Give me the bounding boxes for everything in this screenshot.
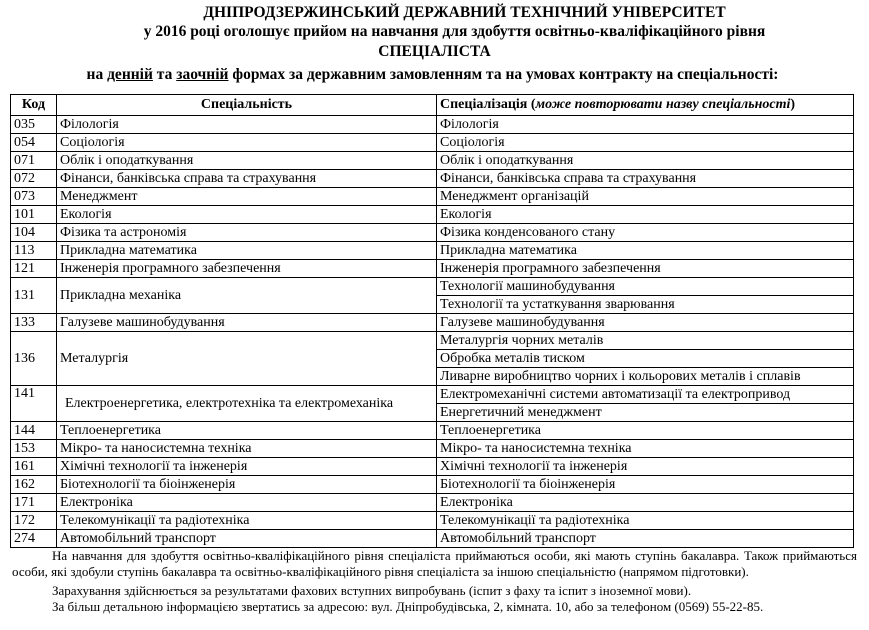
cell-specialty: Соціологія: [57, 134, 437, 152]
cell-specialty: Автомобільний транспорт: [57, 530, 437, 548]
cell-specialization: Мікро- та наносистемна техніка: [437, 440, 854, 458]
study-forms-text-c: формах за державним замовленням та на умовах контракту на спеціальності:: [228, 66, 779, 83]
table-row: [11, 494, 854, 512]
cell-specialization: Менеджмент організацій: [437, 188, 854, 206]
table-row: [11, 476, 854, 494]
cell-specialization: Хімічні технології та інженерія: [437, 458, 854, 476]
table-row: [11, 242, 854, 260]
note-enrollment: Зарахування здійснюється за результатами фахових вступних випробувань (іспит з фаху та іспит з іноземної мови).: [52, 583, 692, 598]
cell-specialization: Теплоенергетика: [437, 422, 854, 440]
specialties-table: [10, 94, 854, 548]
header-specialization-close: ): [790, 97, 796, 112]
cell-code: 113: [11, 242, 57, 260]
cell-code: 035: [11, 116, 57, 134]
header-code: Код: [11, 95, 57, 116]
cell-code: 162: [11, 476, 57, 494]
cell-code: 133: [11, 314, 57, 332]
cell-specialty: Електроніка: [57, 494, 437, 512]
cell-code: 141: [11, 386, 57, 422]
cell-specialization: Телекомунікації та радіотехніка: [437, 512, 854, 530]
cell-specialty: Екологія: [57, 206, 437, 224]
cell-specialization: Екологія: [437, 206, 854, 224]
cell-specialty: Облік і оподаткування: [57, 152, 437, 170]
cell-specialty: Біотехнології та біоінженерія: [57, 476, 437, 494]
cell-specialization: Технології машинобудування: [437, 278, 854, 296]
header-specialization: [437, 95, 854, 116]
study-forms-text-b: та: [152, 66, 177, 83]
table-row: [11, 152, 854, 170]
notes-block: [12, 548, 857, 614]
table-body: [11, 116, 854, 548]
cell-code: 172: [11, 512, 57, 530]
cell-code: 121: [11, 260, 57, 278]
table-row: [11, 530, 854, 548]
cell-code: 073: [11, 188, 57, 206]
note-contacts: За більш детальною інформацією звертатись за адресою: вул. Дніпробудівська, 2, кімната. 10, або за телефоном (0569) 55-22-85.: [52, 598, 764, 614]
cell-code: 101: [11, 206, 57, 224]
header-specialization-label: Спеціалізація (: [440, 97, 536, 112]
cell-specialization: Фінанси, банківська справа та страхування: [437, 170, 854, 188]
degree-level: СПЕЦІАЛІСТА: [378, 43, 491, 60]
cell-specialty: Інженерія програмного забезпечення: [57, 260, 437, 278]
table-row: [11, 422, 854, 440]
cell-code: 104: [11, 224, 57, 242]
cell-code: 171: [11, 494, 57, 512]
admission-announcement: у 2016 році оголошує прийом на навчання для здобуття освітньо-кваліфікаційного рівня: [143, 23, 766, 40]
header-specialization-note: може повторювати назву спеціальності: [535, 97, 791, 112]
study-forms-line: [0, 66, 867, 84]
cell-specialty: Фізика та астрономія: [57, 224, 437, 242]
cell-specialization: Обробка металів тиском: [437, 350, 854, 368]
table-header-row: [11, 95, 854, 116]
cell-code: 072: [11, 170, 57, 188]
cell-code: 136: [11, 332, 57, 386]
cell-specialty: Металургія: [57, 332, 437, 386]
cell-code: 131: [11, 278, 57, 314]
table-row: [11, 260, 854, 278]
cell-code: 161: [11, 458, 57, 476]
full-time-form: денній: [107, 66, 153, 83]
table-row: [11, 314, 854, 332]
cell-specialty: Фінанси, банківська справа та страхування: [57, 170, 437, 188]
table-row: [11, 458, 854, 476]
extramural-form: заочній: [176, 66, 229, 83]
table-row: [11, 332, 854, 350]
cell-specialty: Галузеве машинобудування: [57, 314, 437, 332]
note-eligibility: На навчання для здобуття освітньо-кваліфікаційного рівня спеціаліста приймаються особи, які мають ступінь бакалавра. Також приймаються особи, які здобули ступінь бакалавра та освітньо-кваліфікаційного рівня спеціаліста за іншою спеціальністю (напрямом підготовки).: [12, 548, 857, 579]
cell-specialization: Автомобільний транспорт: [437, 530, 854, 548]
table-row: [11, 134, 854, 152]
cell-specialization: Прикладна математика: [437, 242, 854, 260]
university-title: ДНІПРОДЗЕРЖИНСЬКИЙ ДЕРЖАВНИЙ ТЕХНІЧНИЙ УНІВЕРСИТЕТ: [203, 4, 726, 21]
header-specialty: Спеціальність: [57, 95, 437, 116]
cell-specialty: Філологія: [57, 116, 437, 134]
cell-code: 153: [11, 440, 57, 458]
cell-specialization: Ливарне виробництво чорних і кольорових металів і сплавів: [437, 368, 854, 386]
table-row: [11, 386, 854, 404]
cell-specialty: Прикладна математика: [57, 242, 437, 260]
cell-specialty: Мікро- та наносистемна техніка: [57, 440, 437, 458]
cell-specialty: Прикладна механіка: [57, 278, 437, 314]
cell-code: 274: [11, 530, 57, 548]
cell-specialization: Енергетичний менеджмент: [437, 404, 854, 422]
table-row: [11, 278, 854, 296]
table-row: [11, 512, 854, 530]
cell-specialty: Хімічні технології та інженерія: [57, 458, 437, 476]
cell-code: 054: [11, 134, 57, 152]
table-row: [11, 440, 854, 458]
cell-specialization: Технології та устаткування зварювання: [437, 296, 854, 314]
table-row: [11, 170, 854, 188]
cell-specialization: Металургія чорних металів: [437, 332, 854, 350]
cell-specialization: Інженерія програмного забезпечення: [437, 260, 854, 278]
cell-specialization: Електроніка: [437, 494, 854, 512]
cell-specialization: Облік і оподаткування: [437, 152, 854, 170]
table-row: [11, 116, 854, 134]
cell-code: 071: [11, 152, 57, 170]
study-forms-text-a: на: [86, 66, 108, 83]
cell-specialization: Електромеханічні системи автоматизації та електропривод: [437, 386, 854, 404]
cell-specialty: Менеджмент: [57, 188, 437, 206]
cell-specialty: Електроенергетика, електротехніка та електромеханіка: [57, 386, 437, 422]
cell-specialization: Галузеве машинобудування: [437, 314, 854, 332]
cell-specialization: Фізика конденсованого стану: [437, 224, 854, 242]
cell-code: 144: [11, 422, 57, 440]
cell-specialization: Біотехнології та біоінженерія: [437, 476, 854, 494]
table-row: [11, 224, 854, 242]
cell-specialization: Філологія: [437, 116, 854, 134]
table-row: [11, 206, 854, 224]
cell-specialty: Телекомунікації та радіотехніка: [57, 512, 437, 530]
cell-specialization: Соціологія: [437, 134, 854, 152]
table-row: [11, 188, 854, 206]
cell-specialty: Теплоенергетика: [57, 422, 437, 440]
